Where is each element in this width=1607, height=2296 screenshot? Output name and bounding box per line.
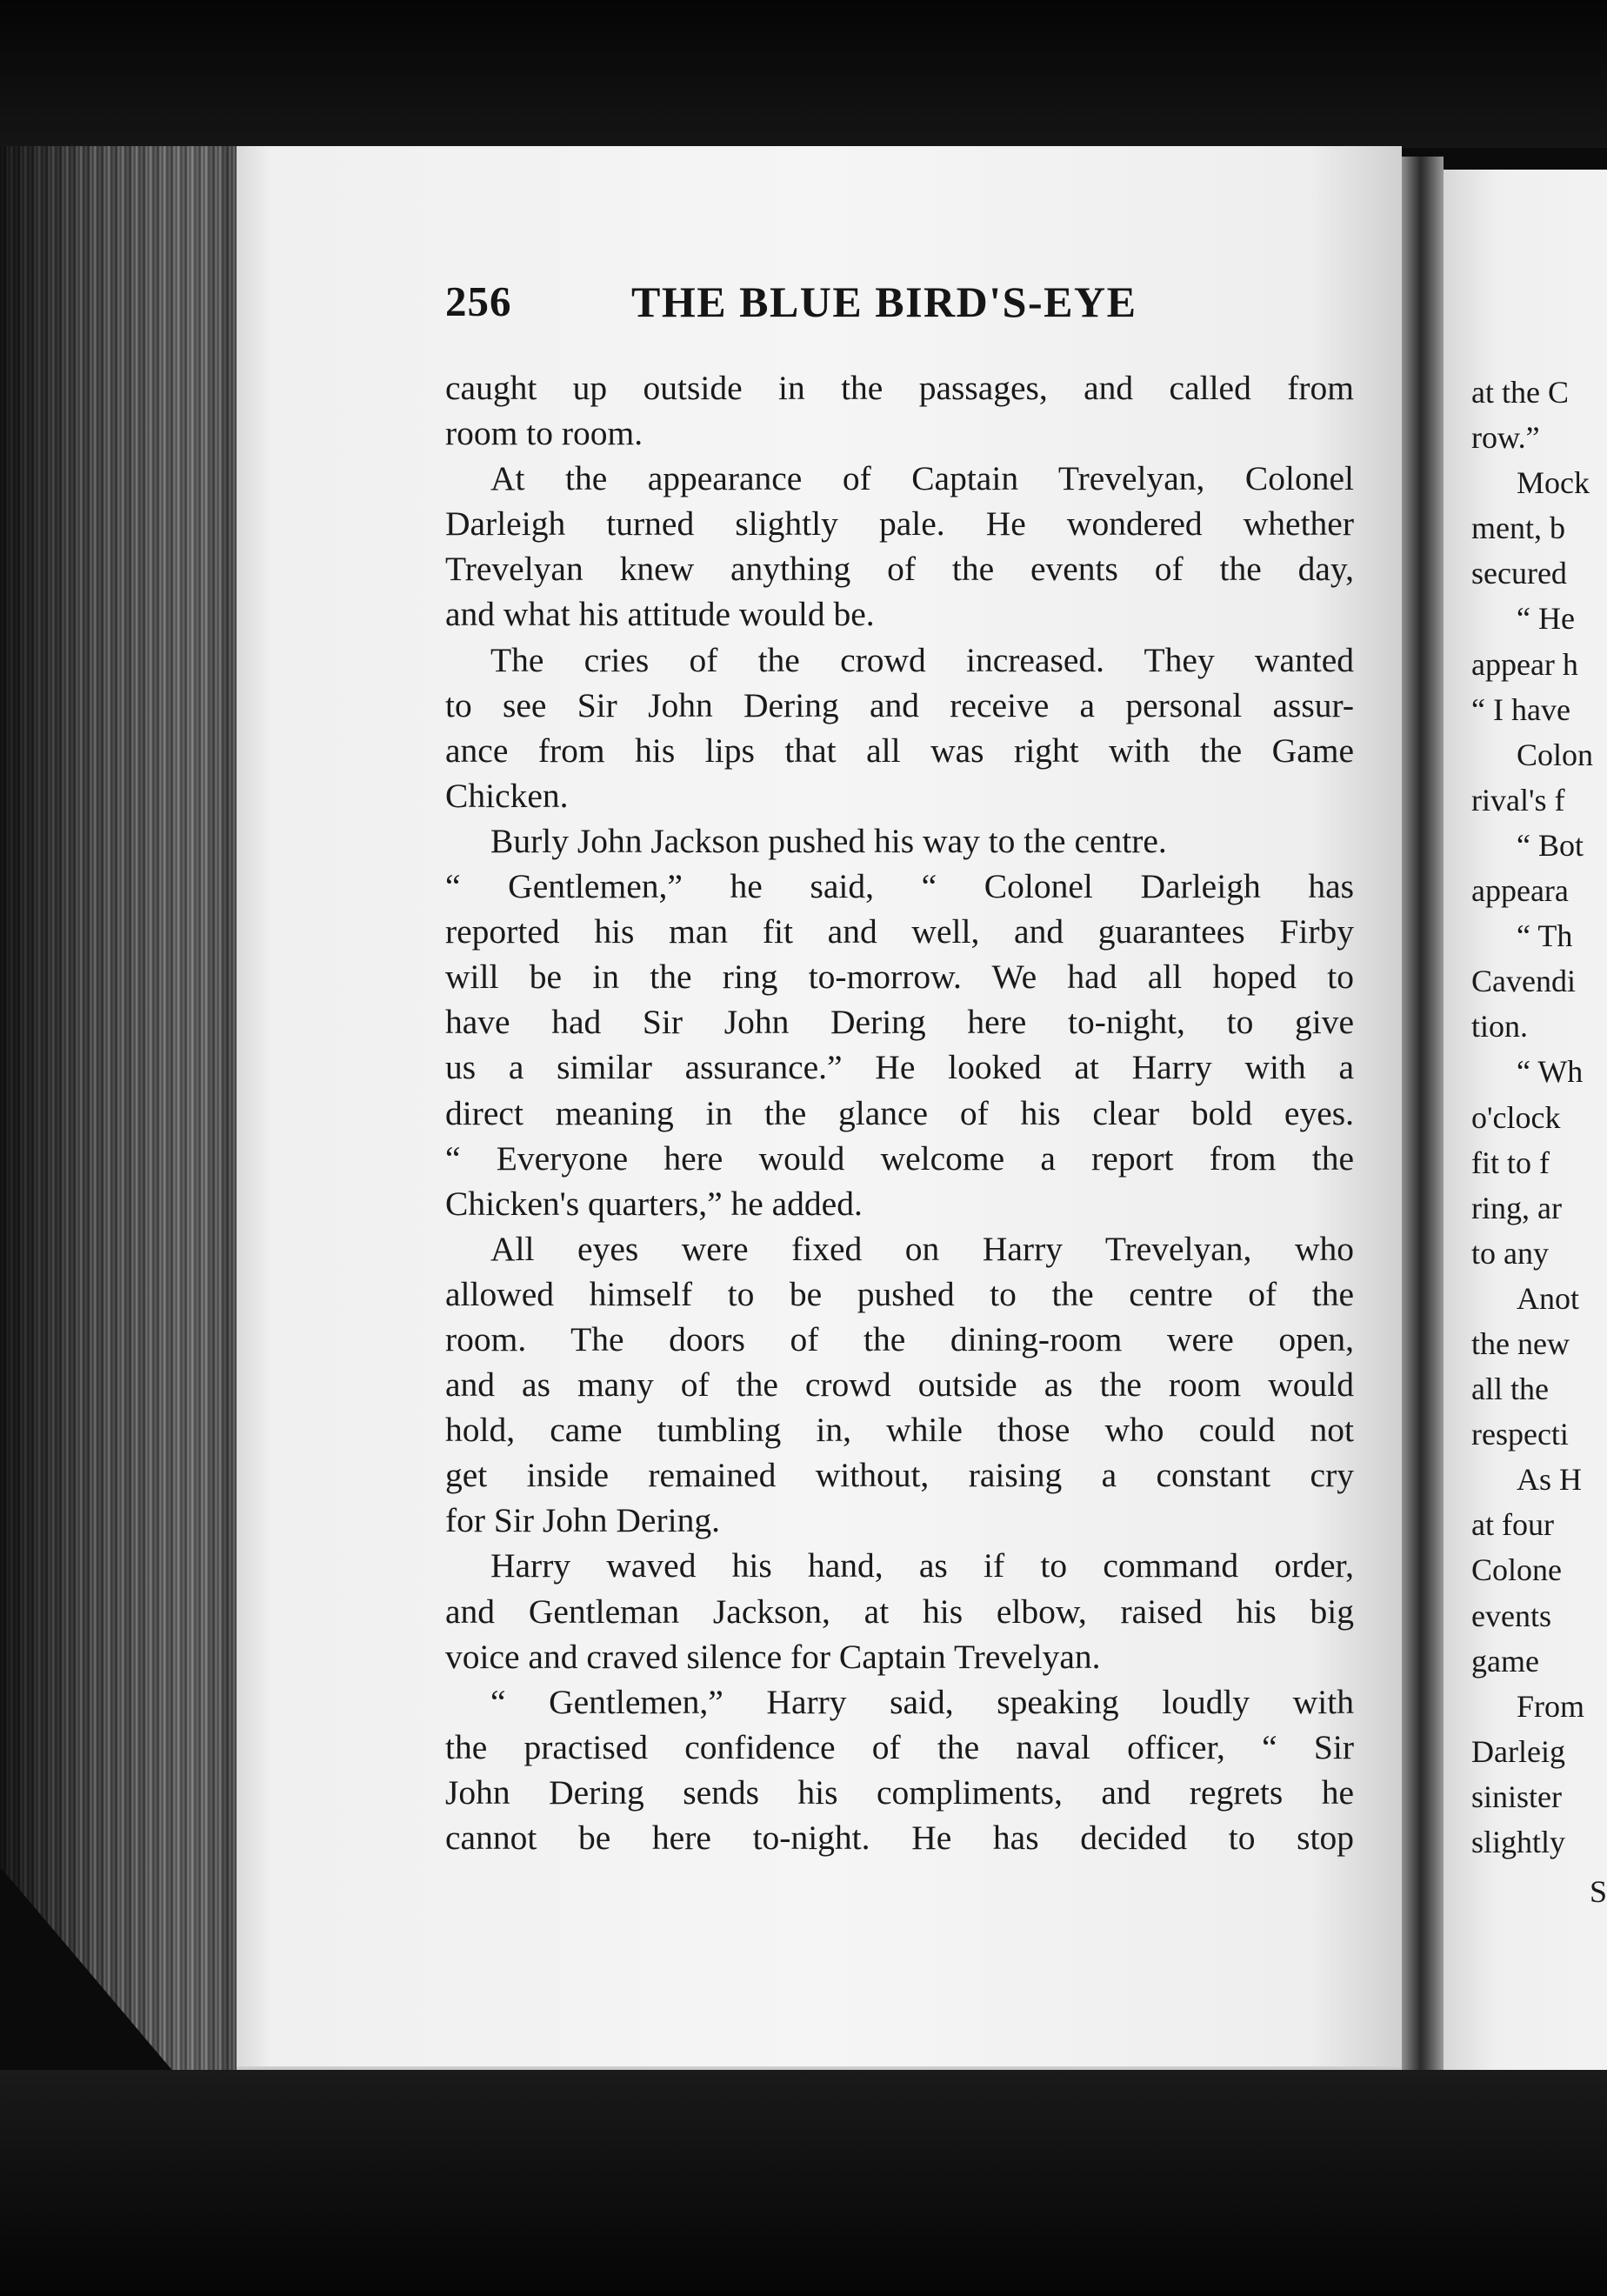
page-fore-edge-shade bbox=[0, 146, 237, 2146]
text-line: have had Sir John Dering here to-night, to give bbox=[445, 1003, 1354, 1042]
right-text-line: ment, b bbox=[1471, 511, 1565, 546]
right-text-line: From bbox=[1517, 1688, 1585, 1724]
right-text-line: slightly bbox=[1471, 1825, 1566, 1859]
right-text-line: sinister bbox=[1471, 1779, 1562, 1814]
right-text-line: “ Bot bbox=[1517, 827, 1584, 863]
right-text-line: game bbox=[1471, 1643, 1539, 1679]
right-text-line: o'clock bbox=[1471, 1099, 1561, 1135]
text-line: to see Sir John Dering and receive a personal assur- bbox=[445, 685, 1354, 724]
text-line: All eyes were fixed on Harry Trevelyan, who bbox=[490, 1229, 1354, 1268]
page-number: 256 bbox=[445, 277, 512, 325]
right-text-line: events bbox=[1471, 1598, 1551, 1633]
text-line: Burly John Jackson pushed his way to the centre. bbox=[490, 821, 1167, 860]
right-text-line: Darleig bbox=[1471, 1733, 1565, 1769]
text-line: the practised confidence of the naval officer, “ Sir bbox=[445, 1727, 1354, 1766]
text-line: ance from his lips that all was right with the Game bbox=[445, 731, 1354, 770]
right-text-line: ring, ar bbox=[1471, 1190, 1562, 1225]
right-text-line: tion. bbox=[1471, 1009, 1529, 1045]
right-text-line: rival's f bbox=[1471, 782, 1565, 818]
text-line: hold, came tumbling in, while those who could not bbox=[445, 1411, 1354, 1450]
right-text-line: As H bbox=[1517, 1462, 1583, 1498]
text-line: “ Gentlemen,” Harry said, speaking loudly with bbox=[490, 1682, 1354, 1721]
text-line: will be in the ring to-morrow. We had all hoped to bbox=[445, 958, 1354, 997]
right-text-line: “ Th bbox=[1517, 918, 1573, 954]
text-line: for Sir John Dering. bbox=[445, 1501, 720, 1540]
right-text-line: Mock bbox=[1517, 465, 1590, 501]
book-gutter bbox=[1402, 157, 1444, 2087]
right-text-line: “ He bbox=[1517, 601, 1575, 637]
right-text-line: Colone bbox=[1471, 1552, 1562, 1588]
text-line: Chicken. bbox=[445, 776, 569, 815]
text-line: and what his attitude would be. bbox=[445, 595, 875, 634]
text-line: us a similar assurance.” He looked at Harry with a bbox=[445, 1048, 1354, 1087]
text-line: Chicken's quarters,” he added. bbox=[445, 1184, 863, 1223]
right-text-line: the new bbox=[1471, 1325, 1570, 1361]
running-head bbox=[445, 277, 1228, 334]
text-line: allowed himself to be pushed to the centre of the bbox=[445, 1274, 1354, 1313]
right-text-line: “ Wh bbox=[1517, 1054, 1584, 1090]
right-text-line: “ I have bbox=[1471, 691, 1570, 727]
right-text-line: Colon bbox=[1517, 737, 1594, 772]
left-page-text bbox=[445, 365, 1354, 1860]
text-line: and Gentleman Jackson, at his elbow, raised his big bbox=[445, 1592, 1354, 1631]
right-text-line: to any bbox=[1471, 1235, 1549, 1271]
text-line: direct meaning in the glance of his clear bold eyes. bbox=[445, 1093, 1354, 1132]
right-text-line: fit to f bbox=[1471, 1145, 1550, 1180]
text-line: Darleigh turned slightly pale. He wondered whether bbox=[445, 504, 1354, 544]
text-line: voice and craved silence for Captain Trevelyan. bbox=[445, 1637, 1101, 1676]
text-line: room. The doors of the dining-room were open, bbox=[445, 1319, 1354, 1358]
right-text-line: appear h bbox=[1471, 646, 1578, 682]
right-page-text bbox=[1471, 370, 1607, 1865]
running-head-title: THE BLUE BIRD'S-EYE bbox=[631, 277, 1137, 326]
text-line: John Dering sends his compliments, and regrets he bbox=[445, 1772, 1354, 1812]
text-line: The cries of the crowd increased. They wanted bbox=[490, 640, 1354, 679]
background-bottom bbox=[0, 2070, 1607, 2296]
right-text-line: secured bbox=[1471, 556, 1567, 591]
right-text-line: Cavendi bbox=[1471, 964, 1576, 999]
text-line: “ Gentlemen,” he said, “ Colonel Darleigh has bbox=[445, 867, 1354, 906]
text-line: and as many of the crowd outside as the room would bbox=[445, 1365, 1354, 1405]
text-line: “ Everyone here would welcome a report from the bbox=[445, 1138, 1354, 1178]
text-line: Harry waved his hand, as if to command order, bbox=[490, 1546, 1354, 1585]
background-top bbox=[0, 0, 1607, 148]
right-text-line: respecti bbox=[1471, 1417, 1569, 1452]
text-line: get inside remained without, raising a constant cry bbox=[445, 1456, 1354, 1495]
signature-mark: S bbox=[1590, 1874, 1607, 1909]
right-text-line: row.” bbox=[1471, 420, 1540, 456]
right-text-line: at the C bbox=[1471, 375, 1569, 410]
text-line: room to room. bbox=[445, 414, 643, 453]
right-text-line: all the bbox=[1471, 1372, 1549, 1407]
text-line: At the appearance of Captain Trevelyan, Colonel bbox=[490, 459, 1354, 498]
right-text-line: at four bbox=[1471, 1507, 1554, 1543]
text-line: cannot be here to-night. He has decided to stop bbox=[445, 1819, 1354, 1857]
right-text-line: Anot bbox=[1517, 1280, 1579, 1316]
text-line: reported his man fit and well, and guarantees Firby bbox=[445, 912, 1354, 951]
text-line: Trevelyan knew anything of the events of the day, bbox=[445, 550, 1354, 589]
text-line: caught up outside in the passages, and called from bbox=[445, 369, 1354, 407]
right-text-line: appeara bbox=[1471, 873, 1569, 909]
